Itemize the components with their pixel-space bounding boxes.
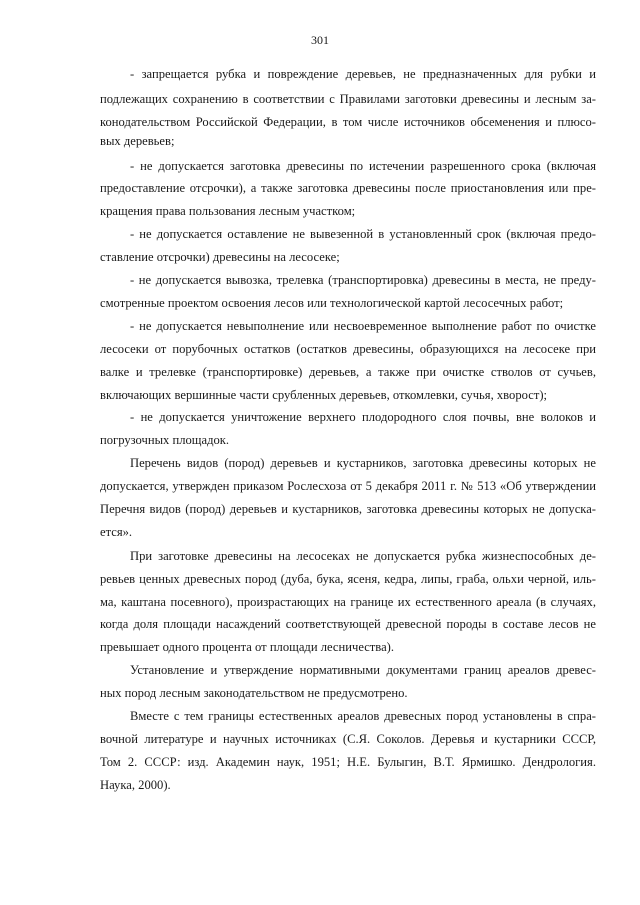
text-line: При заготовке древесины на лесосеках не допускается рубка жизнеспособных де-	[130, 549, 596, 563]
text-line: - не допускается уничтожение верхнего плодородного слоя почвы, вне волоков и	[130, 410, 596, 424]
text-line: вых деревьев;	[100, 134, 175, 148]
text-line: подлежащих сохранению в соответствии с Правилами заготовки древесины и лесным за-	[100, 92, 596, 106]
text-line: превышает одного процента от площади лесничества).	[100, 640, 395, 654]
text-line: - запрещается рубка и повреждение деревьев, не предназначенных для рубки и	[130, 67, 596, 81]
text-line: Установление и утверждение нормативными документами границ ареалов древес-	[130, 663, 596, 677]
text-line: ревьев ценных древесных пород (дуба, бука, ясеня, кедра, липы, граба, ольхи черной, иль-	[100, 572, 596, 586]
page-number: 301	[311, 33, 329, 47]
text-line: ставление отсрочки) древесины на лесосеке;	[100, 250, 340, 264]
text-line: включающих вершинные части срубленных деревьев, откомлевки, сучья, хворост);	[100, 388, 548, 402]
text-line: ма, каштана посевного), произрастающих на границе их естественного ареала (в случаях,	[100, 595, 596, 609]
text-line: Том 2. СССР: изд. Академин наук, 1951; Н.Е. Булыгин, В.Т. Ярмишко. Дендрология.	[100, 755, 596, 769]
text-line: смотренные проектом освоения лесов или технологической картой лесосечных работ;	[100, 296, 564, 310]
text-line: лесосеки от порубочных остатков (остатков древесины, образующихся на лесосеке при	[100, 342, 596, 356]
text-line: конодательством Российской Федерации, в том числе источников обсеменения и плюсо-	[100, 115, 596, 129]
text-line: предоставление отсрочки), а также заготовка древесины после приостановления или пре-	[100, 181, 596, 195]
text-line: Наука, 2000).	[100, 778, 171, 792]
text-line: погрузочных площадок.	[100, 433, 230, 447]
text-line: допускается, утвержден приказом Рослесхоза от 5 декабря 2011 г. № 513 «Об утверждении	[100, 479, 596, 493]
text-line: - не допускается оставление не вывезенной в установленный срок (включая предо-	[130, 227, 596, 241]
text-line: Вместе с тем границы естественных ареалов древесных пород установлены в спра-	[130, 709, 596, 723]
text-line: Перечня видов (пород) деревьев и кустарников, заготовка древесины которых не допуска-	[100, 502, 596, 516]
text-line: когда доля площади насаждений соответствующей древесной породы в составе лесов не	[100, 617, 596, 631]
text-line: Перечень видов (пород) деревьев и кустарников, заготовка древесины которых не	[130, 456, 596, 470]
text-line: - не допускается невыполнение или несвоевременное выполнение работ по очистке	[130, 319, 596, 333]
text-line: вочной литературе и научных источниках (С.Я. Соколов. Деревья и кустарники СССР,	[100, 732, 596, 746]
text-line: ных пород лесным законодательством не предусмотрено.	[100, 686, 408, 700]
text-line: - не допускается заготовка древесины по истечении разрешенного срока (включая	[130, 159, 596, 173]
text-line: - не допускается вывозка, трелевка (транспортировка) древесины в места, не преду-	[130, 273, 596, 287]
text-line: ется».	[100, 525, 133, 539]
text-line: валке и трелевке (транспортировке) деревьев, а также при очистке стволов от сучьев,	[100, 365, 596, 379]
text-line: кращения права пользования лесным участком;	[100, 204, 356, 218]
